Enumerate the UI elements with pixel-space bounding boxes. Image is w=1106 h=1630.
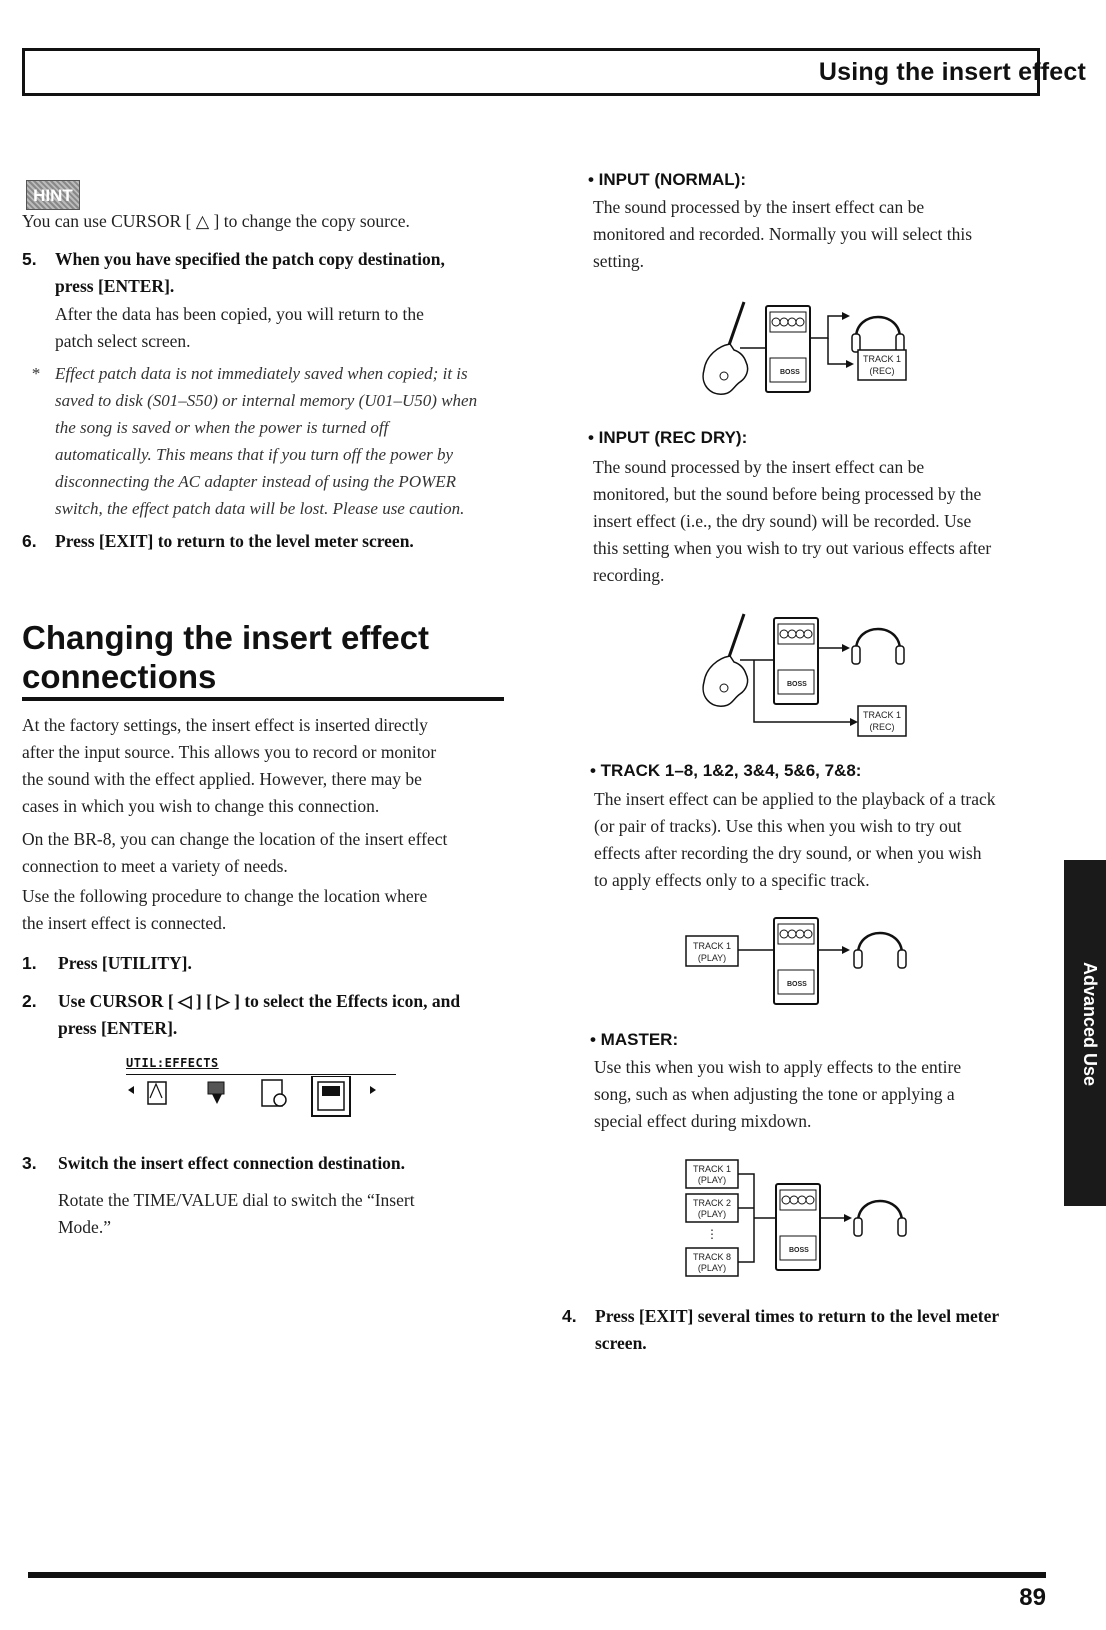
body-line: Use the following procedure to change the location where — [22, 886, 428, 906]
track-mode: (REC) — [869, 722, 895, 732]
option-heading: • INPUT (NORMAL): — [588, 170, 746, 189]
section-rule — [22, 697, 504, 701]
track-label: TRACK 2 — [692, 1198, 732, 1208]
paragraph — [22, 826, 447, 880]
body-line: recording. — [593, 565, 665, 585]
step-5 — [22, 246, 492, 300]
body-line: connection to meet a variety of needs. — [22, 856, 288, 876]
diagram-master — [682, 1156, 922, 1282]
step-number: 2. — [22, 991, 37, 1011]
boss-logo: BOSS — [789, 1247, 809, 1254]
footer-rule — [28, 1572, 1046, 1578]
step-2 — [22, 988, 502, 1042]
effects-pedal — [776, 1184, 820, 1270]
boss-logo: BOSS — [780, 369, 800, 376]
boss-logo: BOSS — [787, 681, 807, 688]
effects-pedal — [774, 618, 818, 704]
step-4 — [562, 1303, 1042, 1357]
song-icon — [262, 1080, 286, 1106]
step-number: 4. — [562, 1306, 577, 1326]
step-title: Switch the insert effect connection destination. — [58, 1153, 406, 1173]
headphones-icon — [854, 1201, 906, 1236]
step-title-line: screen. — [595, 1333, 647, 1353]
note-marker: * — [31, 364, 40, 383]
body-line: special effect during mixdown. — [594, 1111, 812, 1131]
track-mode: (PLAY) — [697, 1209, 727, 1219]
section-title-line: Changing the insert effect — [22, 619, 430, 656]
body-line: effects after recording the dry sound, or when you wish — [594, 843, 982, 863]
body-line: this setting when you wish to try out various effects after — [593, 538, 992, 558]
body-line: (or pair of tracks). Use this when you wish to try out — [594, 816, 962, 836]
diagram-input-rec-dry — [670, 610, 920, 738]
note-line: automatically. This means that if you turn off the power by — [55, 445, 454, 464]
note-line: disconnecting the AC adapter instead of using the POWER — [55, 472, 457, 491]
step-3 — [22, 1150, 492, 1177]
cursor-left-icon — [128, 1086, 134, 1094]
chapter-tab-label: Advanced Use — [1080, 962, 1100, 1087]
utility-icon — [148, 1082, 166, 1104]
step-number: 6. — [22, 531, 37, 551]
option-description — [593, 194, 1043, 275]
body-line: The sound processed by the insert effect can be — [593, 197, 925, 217]
body-line: After the data has been copied, you will return to the — [55, 304, 424, 324]
track-mode: (PLAY) — [697, 1263, 727, 1273]
page-header-title: Using the insert effect — [818, 58, 1086, 86]
body-line: setting. — [593, 251, 645, 271]
track-mode: (PLAY) — [697, 953, 727, 963]
headphones-icon — [852, 629, 904, 664]
lcd-rule — [126, 1074, 396, 1075]
page-number: 89 — [1019, 1584, 1046, 1611]
track-label: TRACK 1 — [692, 1164, 732, 1174]
body-line: Mode.” — [58, 1217, 111, 1237]
option-description — [593, 454, 1043, 589]
track-label: TRACK 1 — [862, 710, 902, 720]
track-mode: (PLAY) — [697, 1175, 727, 1185]
step-title-line: Press [EXIT] several times to return to the level meter — [595, 1306, 1000, 1326]
boss-logo: BOSS — [787, 981, 807, 988]
lcd-screen — [126, 1056, 396, 1126]
body-line: song, such as when adjusting the tone or applying a — [594, 1084, 955, 1104]
body-line: Rotate the TIME/VALUE dial to switch the “Insert — [58, 1190, 415, 1210]
note-line: Effect patch data is not immediately saved when copied; it is — [55, 364, 468, 383]
section-title-line: connections — [22, 658, 217, 695]
body-line: insert effect (i.e., the dry sound) will be recorded. Use — [593, 511, 972, 531]
body-line: after the input source. This allows you to record or monitor — [22, 742, 437, 762]
body-line: monitored and recorded. Normally you will select this — [593, 224, 973, 244]
diagram-input-normal — [670, 298, 920, 408]
option-description — [594, 1054, 1044, 1135]
body-line: to apply effects only to a specific track. — [594, 870, 870, 890]
option-heading: • INPUT (REC DRY): — [588, 428, 748, 447]
note-line: switch, the effect patch data will be lost. Please use caution. — [55, 499, 465, 518]
paragraph — [22, 883, 427, 937]
step-number: 5. — [22, 249, 37, 269]
option-description — [594, 786, 1046, 894]
effects-pedal — [766, 306, 810, 392]
body-line: the insert effect is connected. — [22, 913, 227, 933]
note-line: saved to disk (S01–S50) or internal memory (U01–U50) when — [55, 391, 478, 410]
cursor-right-icon — [370, 1086, 376, 1094]
body-line: The sound processed by the insert effect can be — [593, 457, 925, 477]
step-number: 1. — [22, 953, 37, 973]
track-label: TRACK 1 — [862, 354, 902, 364]
step-title-line: Use CURSOR [ ◁ ] [ ▷ ] to select the Effects icon, and — [58, 991, 461, 1011]
step-3-body — [58, 1187, 415, 1241]
body-line: the sound with the effect applied. However, there may be — [22, 769, 422, 789]
body-line: patch select screen. — [55, 331, 191, 351]
body-line: The insert effect can be applied to the playback of a track — [594, 789, 996, 809]
effects-icon — [312, 1076, 350, 1116]
step-title: Press [EXIT] to return to the level meter screen. — [55, 531, 414, 551]
headphones-icon — [854, 933, 906, 968]
track-mode: (REC) — [869, 366, 895, 376]
step-5-body — [55, 301, 424, 355]
disk-icon — [208, 1082, 224, 1104]
step-title-line: press [ENTER]. — [58, 1018, 178, 1038]
note-line: the song is saved or when the power is turned off — [55, 418, 389, 437]
body-line: monitored, but the sound before being processed by the — [593, 484, 982, 504]
step-title: Press [UTILITY]. — [58, 953, 192, 973]
step-number: 3. — [22, 1153, 37, 1173]
body-line: At the factory settings, the insert effect is inserted directly — [22, 715, 428, 735]
option-heading: • TRACK 1–8, 1&2, 3&4, 5&6, 7&8: — [590, 761, 862, 780]
paragraph — [22, 712, 436, 820]
hint-badge: HINT — [26, 180, 80, 210]
ellipsis: ⋮ — [706, 1227, 718, 1241]
lcd-icons — [126, 1076, 396, 1128]
effects-pedal — [774, 918, 818, 1004]
section-title — [22, 618, 429, 696]
body-line: On the BR-8, you can change the location of the insert effect — [22, 829, 448, 849]
headphones-icon — [852, 317, 904, 352]
body-line: Use this when you wish to apply effects to the entire — [594, 1057, 962, 1077]
step-6 — [22, 528, 492, 555]
track-label: TRACK 1 — [692, 941, 732, 951]
option-heading: • MASTER: — [590, 1030, 679, 1049]
step-title-line: When you have specified the patch copy destination, — [55, 249, 445, 269]
track-label: TRACK 8 — [692, 1252, 732, 1262]
diagram-track — [682, 914, 922, 1010]
body-line: cases in which you wish to change this connection. — [22, 796, 380, 816]
hint-text: You can use CURSOR [ △ ] to change the copy source. — [22, 211, 410, 231]
caution-note — [55, 360, 495, 522]
lcd-title: UTIL:EFFECTS — [126, 1056, 219, 1070]
step-title-line: press [ENTER]. — [55, 276, 175, 296]
step-1 — [22, 950, 492, 977]
